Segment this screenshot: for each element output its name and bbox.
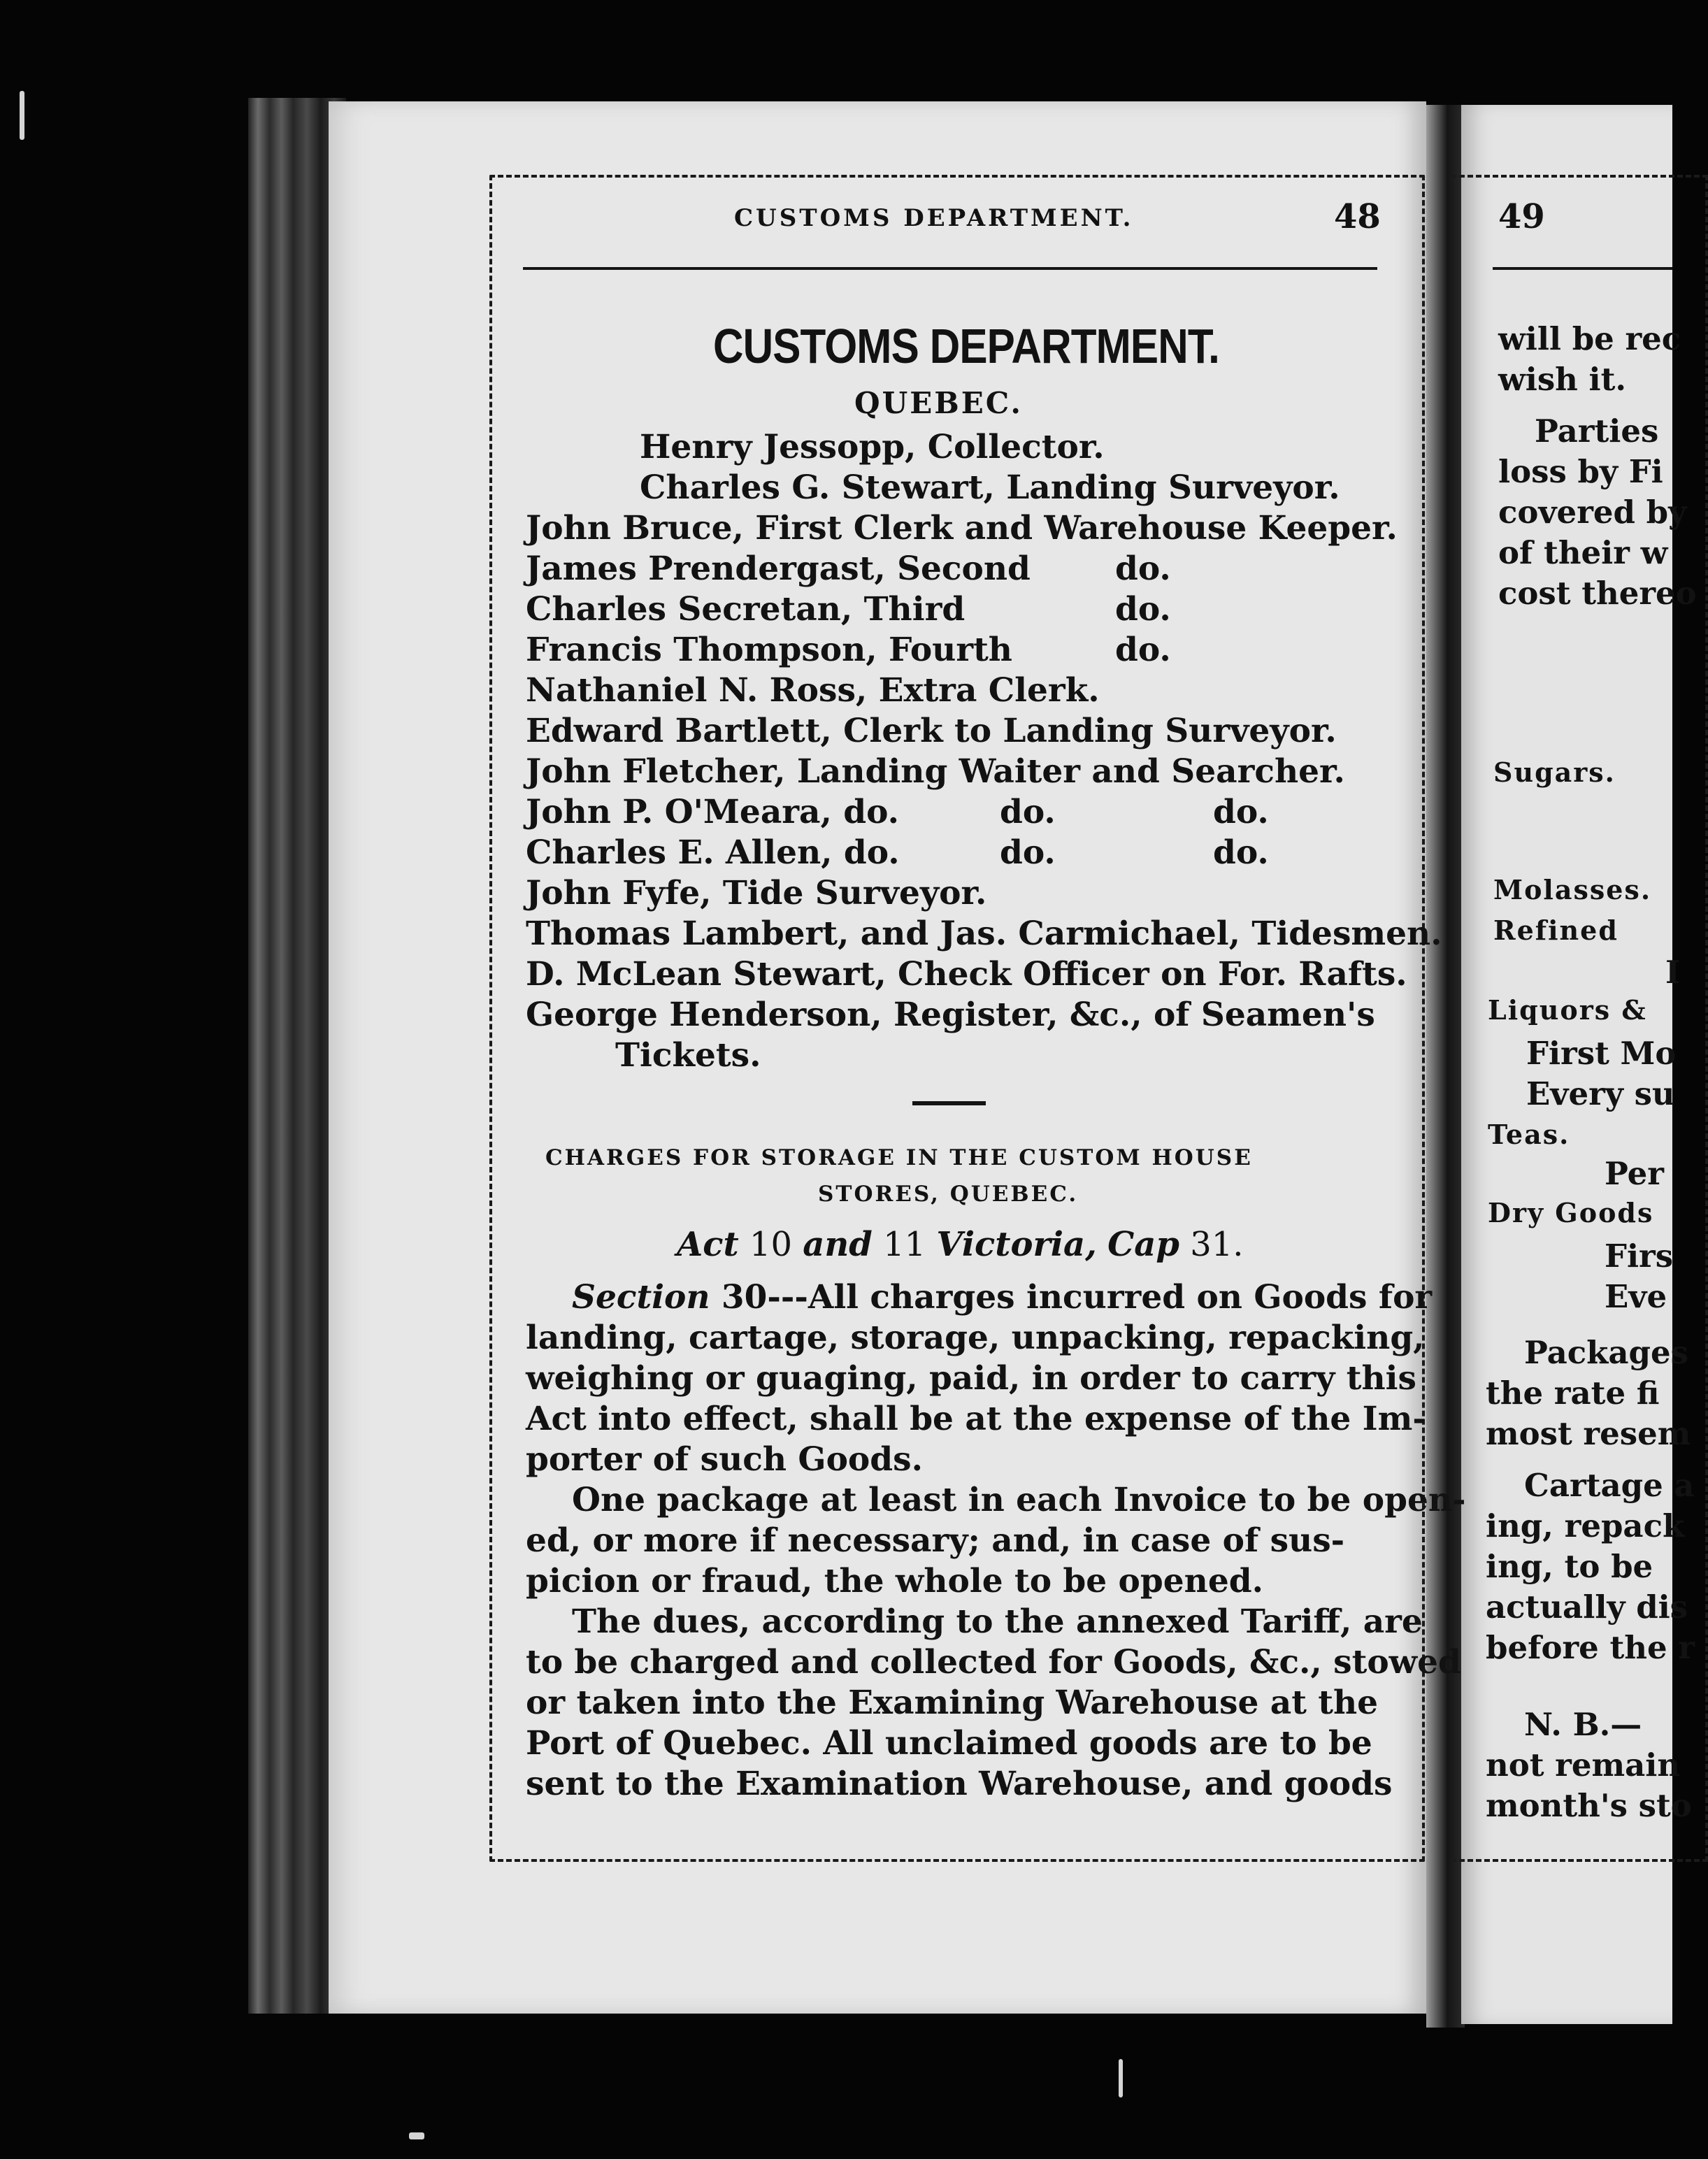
right-page-line: Molasses.: [1493, 874, 1652, 905]
ditto-mark: do.: [1213, 833, 1269, 872]
right-page-line: Cartage a: [1524, 1467, 1695, 1504]
body-line: weighing or guaging, paid, in order to carry this: [526, 1359, 1416, 1398]
right-page-line: will be rec: [1498, 320, 1681, 357]
right-page-line: actually dis: [1486, 1588, 1688, 1626]
body-line: One package at least in each Invoice to be open-: [572, 1481, 1466, 1519]
staff-line: Henry Jessopp, Collector.: [640, 428, 1105, 466]
right-page-line: Refined: [1493, 914, 1619, 946]
staff-line: Thomas Lambert, and Jas. Carmichael, Tidesmen.: [526, 914, 1442, 953]
staff-line: Charles G. Stewart, Landing Surveyor.: [640, 468, 1340, 507]
page-number-left: 48: [1334, 197, 1381, 236]
right-page-line: Firs: [1605, 1238, 1674, 1275]
right-page-line: Per: [1605, 1155, 1664, 1192]
running-head: CUSTOMS DEPARTMENT.: [734, 204, 1134, 232]
act-word: and: [803, 1225, 873, 1264]
right-page-line: ing, repack: [1486, 1507, 1685, 1544]
ditto-mark: do.: [1000, 833, 1056, 872]
section-divider: [912, 1101, 986, 1105]
body-line: Port of Quebec. All unclaimed goods are to be: [526, 1724, 1372, 1763]
body-line: landing, cartage, storage, unpacking, repacking,: [526, 1319, 1425, 1357]
right-page-line: of their w: [1498, 534, 1668, 571]
ditto-mark: do.: [1000, 793, 1056, 831]
staff-line: Nathaniel N. Ross, Extra Clerk.: [526, 671, 1100, 710]
act-number: 11: [883, 1225, 926, 1264]
right-page-line: ing, to be: [1486, 1548, 1653, 1585]
body-line: ed, or more if necessary; and, in case of sus-: [526, 1521, 1345, 1560]
charges-heading: CHARGES FOR STORAGE IN THE CUSTOM HOUSE: [545, 1145, 1253, 1170]
staff-line: George Henderson, Register, &c., of Seamen's: [526, 996, 1375, 1034]
city-subtitle: QUEBEC.: [854, 386, 1024, 420]
margin-mark: [20, 91, 24, 140]
staff-line: Edward Bartlett, Clerk to Landing Surveyor.: [526, 712, 1337, 750]
staff-line: D. McLean Stewart, Check Officer on For. Rafts.: [526, 955, 1407, 994]
staff-line: John Fletcher, Landing Waiter and Searcher.: [526, 752, 1345, 791]
act-word: Victoria,: [936, 1225, 1097, 1264]
act-number: 10: [749, 1225, 792, 1264]
right-page-line: Parties: [1535, 413, 1659, 450]
charges-heading: STORES, QUEBEC.: [818, 1182, 1079, 1207]
staff-line: John Bruce, First Clerk and Warehouse Keeper.: [526, 509, 1398, 547]
right-page-line: N. B.—: [1524, 1706, 1642, 1743]
body-line: porter of such Goods.: [526, 1440, 923, 1479]
staff-line: Charles Secretan, Third: [526, 590, 966, 629]
body-line: Act into effect, shall be at the expense of the Im-: [526, 1400, 1426, 1438]
right-page-line: Packages: [1524, 1334, 1688, 1371]
right-page-line: First Mo: [1526, 1035, 1677, 1072]
act-number: 31.: [1190, 1225, 1244, 1264]
act-word: Cap: [1107, 1225, 1179, 1264]
right-page-line: Dry Goods: [1488, 1197, 1654, 1228]
right-page-line: covered by: [1498, 494, 1687, 531]
header-rule: [523, 267, 1377, 270]
act-citation: [677, 1225, 1244, 1264]
right-page-line: Eve: [1605, 1278, 1667, 1315]
right-page-line: the rate fi: [1486, 1375, 1660, 1412]
ditto-mark: do.: [1115, 590, 1171, 629]
body-line: The dues, according to the annexed Tariff, are: [572, 1602, 1423, 1641]
right-page-line: Teas.: [1488, 1119, 1570, 1150]
right-page-line: Sugars.: [1493, 756, 1616, 788]
staff-line: Francis Thompson, Fourth: [526, 631, 1012, 669]
right-page-line: most resem: [1486, 1415, 1691, 1452]
right-page-line: Liquors &: [1488, 994, 1647, 1026]
header-rule-right: [1493, 267, 1672, 270]
margin-mark: [1119, 2059, 1123, 2097]
page-number-right: 49: [1498, 197, 1545, 236]
body-line: sent to the Examination Warehouse, and goods: [526, 1765, 1393, 1803]
ditto-mark: do.: [1115, 631, 1171, 669]
staff-line: Charles E. Allen, do.: [526, 833, 900, 872]
right-page-line: month's sto: [1486, 1787, 1692, 1824]
ditto-mark: do.: [1115, 550, 1171, 588]
margin-mark: [409, 2132, 424, 2139]
right-page-line: loss by Fi: [1498, 453, 1663, 490]
act-word: Act: [677, 1225, 739, 1264]
body-line: or taken into the Examining Warehouse at the: [526, 1684, 1379, 1722]
section-label: Section: [572, 1278, 710, 1317]
staff-line: James Prendergast, Second: [526, 550, 1031, 588]
page-title: CUSTOMS DEPARTMENT.: [713, 319, 1219, 373]
right-page-line: I: [1665, 954, 1681, 991]
right-page-line: Every su: [1526, 1075, 1675, 1112]
staff-line: John P. O'Meara, do.: [526, 793, 899, 831]
right-page-line: not remain: [1486, 1746, 1681, 1784]
body-line: picion or fraud, the whole to be opened.: [526, 1562, 1263, 1600]
right-page-line: cost thereo: [1498, 575, 1697, 612]
body-text: 30---All charges incurred on Goods for: [721, 1278, 1433, 1317]
staff-line: John Fyfe, Tide Surveyor.: [526, 874, 987, 912]
right-page-line: wish it.: [1498, 361, 1627, 398]
ditto-mark: do.: [1213, 793, 1269, 831]
staff-line: Tickets.: [615, 1036, 761, 1075]
body-line: to be charged and collected for Goods, &c., stowed: [526, 1643, 1461, 1681]
right-page-line: before the r: [1486, 1629, 1695, 1666]
body-line: [572, 1278, 1432, 1317]
